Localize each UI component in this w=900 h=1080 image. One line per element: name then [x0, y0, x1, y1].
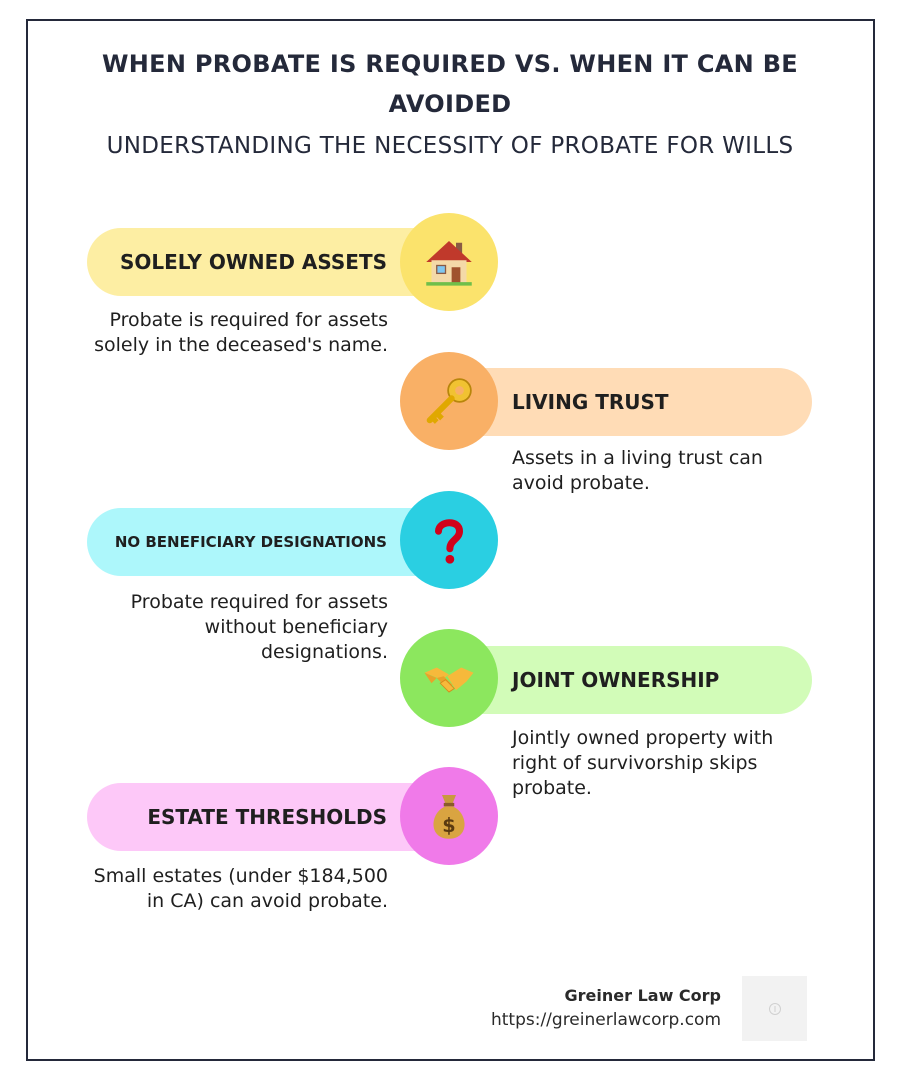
item-description: Probate required for assets without beneficiary designations.	[130, 591, 388, 663]
page-title: WHEN PROBATE IS REQUIRED VS. WHEN IT CAN BE AVOIDED	[101, 50, 798, 118]
key-icon	[421, 373, 477, 429]
item-label: NO BENEFICIARY DESIGNATIONS	[114, 533, 387, 551]
circle-no-beneficiary-designations	[400, 491, 498, 589]
house-icon	[421, 234, 477, 290]
item-label: JOINT OWNERSHIP	[512, 668, 720, 692]
company-name: Greiner Law Corp	[564, 986, 721, 1005]
circle-solely-owned-assets	[400, 213, 498, 311]
item-description: Assets in a living trust can avoid probate.	[512, 447, 763, 494]
item-label: LIVING TRUST	[512, 390, 669, 414]
company-logo	[742, 976, 807, 1041]
question-mark-icon	[421, 512, 477, 568]
item-description: Small estates (under $184,500 in CA) can avoid probate.	[93, 865, 388, 912]
circle-living-trust	[400, 352, 498, 450]
item-label: SOLELY OWNED ASSETS	[119, 250, 387, 274]
circle-estate-thresholds	[400, 767, 498, 865]
item-description: Jointly owned property with right of survivorship skips probate.	[512, 727, 774, 799]
handshake-icon	[421, 650, 477, 706]
money-bag-icon	[421, 788, 477, 844]
svg-text:$: $	[442, 813, 456, 837]
logo-icon	[768, 1002, 782, 1016]
circle-joint-ownership	[400, 629, 498, 727]
item-description: Probate is required for assets solely in the deceased's name.	[94, 309, 388, 356]
page-subtitle: UNDERSTANDING THE NECESSITY OF PROBATE FOR WILLS	[106, 133, 794, 159]
item-label: ESTATE THRESHOLDS	[147, 805, 387, 829]
company-url[interactable]: https://greinerlawcorp.com	[490, 1010, 721, 1030]
